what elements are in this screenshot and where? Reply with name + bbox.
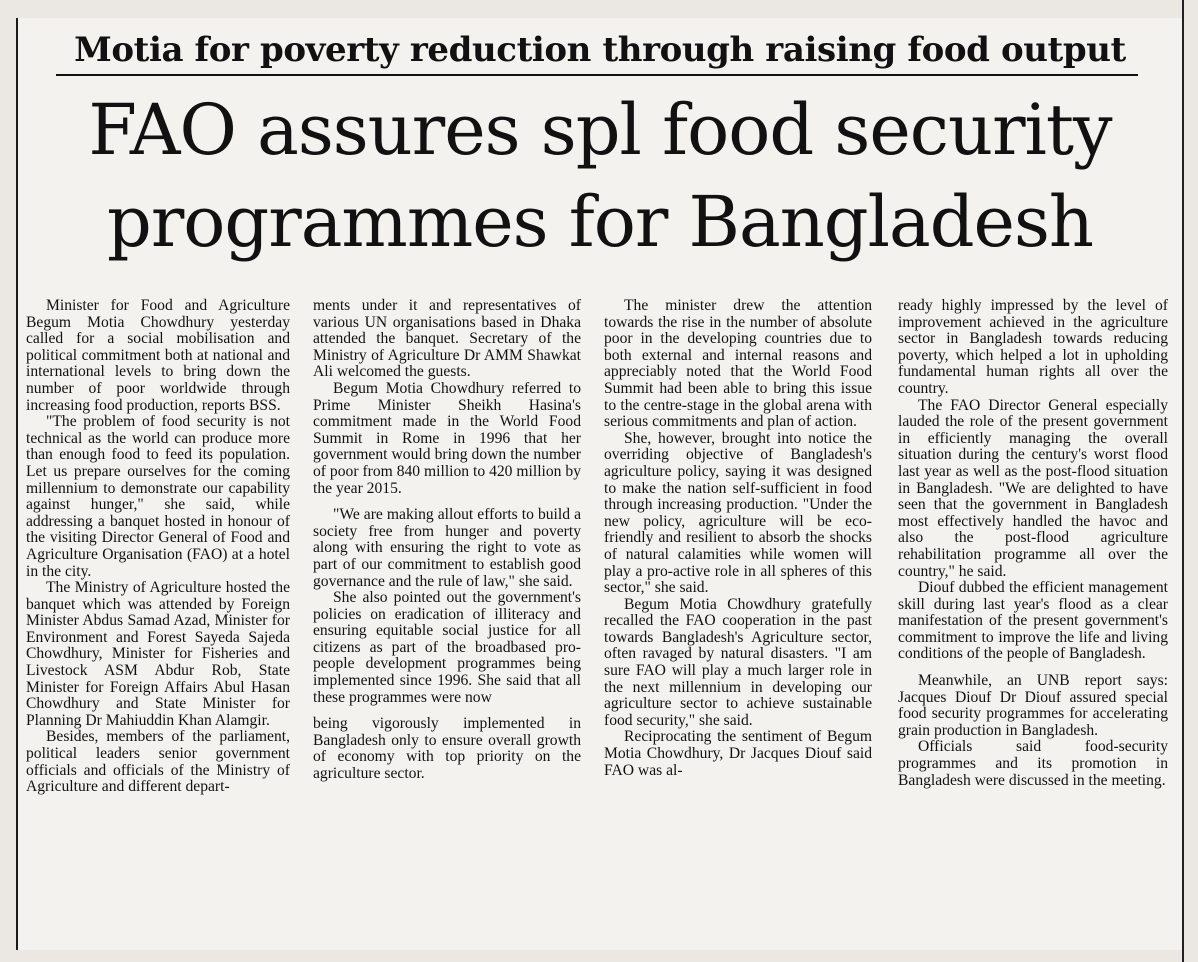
kicker-headline: Motia for poverty reduction through raising food output [74, 30, 1126, 70]
paragraph: Officials said food-security programmes and its promotion in Bangladesh were discussed in the meeting. [898, 738, 1168, 789]
paragraph: Diouf dubbed the efficient management skill during last year's flood as a clear manifestation of the present government's commitment to improve the life and living conditions of the people of Bangladesh. [898, 579, 1168, 663]
paragraph: The FAO Director General especially lauded the role of the present government in efficiently managing the overall situation during the century's worst flood last year as well as the post-flood situation in Bangladesh. "We are delighted to have seen that the government in Bangladesh most effectively handled the havoc and also the post-flood agriculture rehabilitation programme all over the country," he said. [898, 396, 1168, 580]
paragraph: Meanwhile, an UNB report says: Jacques Diouf Dr Diouf assured special food security programmes for accelerating grain production in Bangladesh. [898, 672, 1168, 739]
paragraph: Begum Motia Chowdhury referred to Prime Minister Sheikh Hasina's commitment made in the World Food Summit in Rome in 1996 that her government would bring down the number of poor from 840 million to 420 million by the year 2015. [313, 379, 581, 497]
paragraph: ments under it and representatives of various UN organisations based in Dhaka attended the banquet. Secretary of the Ministry of Agriculture Dr AMM Shawkat Ali welcomed the guests. [313, 298, 581, 381]
paragraph: "The problem of food security is not technical as the world can produce more than enough food to feed its population. Let us prepare ourselves for the coming millennium to demonstrate our capability against hunger," she said, while addressing a banquet hosted in honour of the visiting Director General of Food and Agriculture Organisation (FAO) at a hotel in the city. [26, 413, 290, 580]
paragraph: ready highly impressed by the level of improvement achieved in the agriculture sector in Bangladesh towards reducing poverty, which helped a lot in upholding fundamental human rights all over the country. [898, 298, 1168, 397]
paragraph: Minister for Food and Agriculture Begum Motia Chowdhury yesterday called for a social mobilisation and political commitment both at national and international levels to bring down the number of poor worldwide through increasing food production, reports BSS. [26, 298, 290, 414]
paragraph: being vigorously implemented in Bangladesh only to ensure overall growth of economy with top priority on the agriculture sector. [313, 715, 581, 783]
article-column-3 [604, 298, 872, 948]
paragraph: Begum Motia Chowdhury gratefully recalled the FAO cooperation in the past towards Bangladesh's Agriculture sector, often ravaged by natural disasters. "I am sure FAO will play a much larger role in the next millennium in developing our agriculture sector to achieve sustainable food security," she said. [604, 595, 872, 729]
paragraph: The Ministry of Agriculture hosted the banquet which was attended by Foreign Minister Abdus Samad Azad, Minister for Environment and Forest Sayeda Sajeda Chowdhury, Minister for Fisheries and Livestock ASM Abdur Rob, State Minister for Foreign Affairs Abul Hasan Chowdhury and State Minister for Planning Dr Mahiuddin Khan Alamgir. [26, 579, 290, 729]
paragraph: She, however, brought into notice the overriding objective of Bangladesh's agriculture policy, saying it was designed to make the nation self-sufficient in food through increasing production. "Under the new policy, agriculture will be eco-friendly and resilient to absorb the shocks of natural calamities while women will play a pro-active role in all spheres of this sector," she said. [604, 429, 872, 597]
main-headline [30, 84, 1170, 268]
paragraph: The minister drew the attention towards the rise in the number of absolute poor in the developing countries due to both external and internal reasons and appreciably noted that the World Food Summit had been able to bring this issue to the centre-stage in the global arena with serious commitments and plan of action. [604, 298, 872, 431]
article-column-4 [898, 298, 1168, 948]
kicker-rule [56, 74, 1138, 76]
article-column-1 [26, 298, 290, 948]
paragraph: Reciprocating the sentiment of Begum Motia Chowdhury, Dr Jacques Diouf said FAO was al- [604, 728, 872, 779]
paragraph: Besides, members of the parliament, political leaders senior government officials and officials of the Ministry of Agriculture and different depart- [26, 728, 290, 796]
clipping-edge [1182, 0, 1198, 962]
paragraph: She also pointed out the government's policies on eradication of illiteracy and ensuring equitable social justice for all citizens as part of the broadbased pro-people development programmes being implemented since 1996. She said that all these programmes were now [313, 589, 581, 706]
paragraph: "We are making allout efforts to build a society free from hunger and poverty along with ensuring the right to vote as part of our commitment to establish good governance and the rule of law," she said. [313, 506, 581, 590]
headline-line-1: FAO assures spl food security [88, 89, 1112, 171]
article-column-2 [313, 298, 581, 948]
headline-line-2: programmes for Bangladesh [107, 181, 1093, 263]
